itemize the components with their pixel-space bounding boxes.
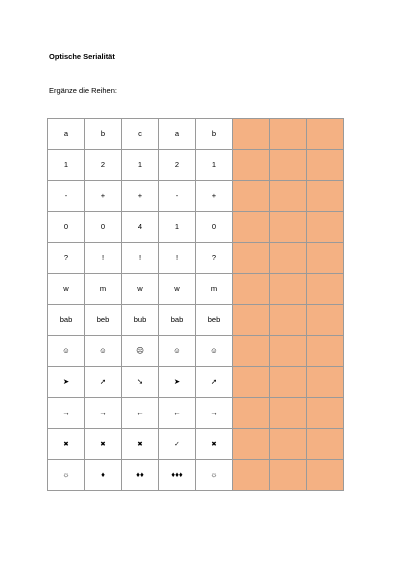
series-symbol: ➚	[99, 377, 107, 387]
series-symbol: ✓	[174, 440, 180, 448]
series-cell	[196, 305, 233, 336]
series-cell	[48, 429, 85, 460]
series-cell	[159, 398, 196, 429]
series-symbol: -	[64, 191, 68, 201]
series-symbol: 0	[100, 222, 106, 232]
series-symbol: beb	[96, 315, 110, 325]
answer-cell[interactable]	[233, 119, 270, 150]
series-symbol: 1	[63, 160, 69, 170]
series-symbol: b	[100, 129, 106, 139]
answer-cell[interactable]	[233, 243, 270, 274]
series-row	[48, 460, 344, 491]
series-symbol: ➤	[62, 377, 70, 387]
series-symbol: ☼	[62, 470, 70, 480]
series-symbol: 0	[63, 222, 69, 232]
answer-cell[interactable]	[270, 212, 307, 243]
series-row	[48, 119, 344, 150]
series-cell	[159, 181, 196, 212]
answer-cell[interactable]	[307, 367, 344, 398]
series-row	[48, 243, 344, 274]
series-symbol: 4	[137, 222, 143, 232]
series-cell	[85, 243, 122, 274]
series-symbol: ☺	[99, 346, 107, 356]
series-symbol: ☺	[62, 346, 70, 356]
series-cell	[48, 305, 85, 336]
series-symbol: 1	[211, 160, 217, 170]
series-cell	[159, 119, 196, 150]
series-symbol: a	[63, 129, 69, 139]
series-cell	[85, 305, 122, 336]
series-symbol: →	[62, 408, 70, 418]
series-symbol: ➘	[136, 377, 144, 387]
series-cell	[159, 460, 196, 491]
series-cell	[196, 243, 233, 274]
series-cell	[196, 212, 233, 243]
series-cell	[85, 429, 122, 460]
answer-cell[interactable]	[233, 150, 270, 181]
series-symbol: ←	[173, 408, 181, 418]
series-cell	[122, 212, 159, 243]
series-cell	[196, 336, 233, 367]
series-symbol: ?	[211, 253, 217, 263]
series-symbol: ☼	[210, 470, 218, 480]
answer-cell[interactable]	[307, 243, 344, 274]
series-cell	[85, 119, 122, 150]
series-symbol: !	[101, 253, 105, 263]
series-symbol: ☹	[136, 346, 144, 356]
series-symbol: ☺	[173, 346, 181, 356]
series-row	[48, 336, 344, 367]
answer-cell[interactable]	[233, 274, 270, 305]
series-cell	[122, 336, 159, 367]
series-cell	[48, 460, 85, 491]
series-symbol: bub	[133, 315, 147, 325]
series-symbol: ☺	[210, 346, 218, 356]
series-symbol: bab	[59, 315, 73, 325]
series-symbol: c	[138, 129, 142, 139]
answer-cell[interactable]	[233, 460, 270, 491]
series-symbol: ♦♦	[136, 470, 144, 480]
answer-cell[interactable]	[270, 181, 307, 212]
series-cell	[122, 243, 159, 274]
series-cell	[85, 212, 122, 243]
series-cell	[85, 150, 122, 181]
series-symbol: ✖	[100, 440, 106, 448]
series-cell	[196, 398, 233, 429]
series-cell	[122, 150, 159, 181]
series-symbol: ➤	[173, 377, 181, 387]
series-cell	[122, 181, 159, 212]
answer-cell[interactable]	[233, 429, 270, 460]
series-cell	[196, 460, 233, 491]
answer-cell[interactable]	[270, 460, 307, 491]
series-row	[48, 150, 344, 181]
answer-cell[interactable]	[307, 119, 344, 150]
series-symbol: +	[211, 191, 217, 201]
instruction-text: Ergänze die Reihen:	[49, 86, 117, 95]
answer-cell[interactable]	[270, 367, 307, 398]
series-symbol: ♦♦♦	[171, 470, 183, 480]
answer-cell[interactable]	[233, 336, 270, 367]
answer-cell[interactable]	[270, 243, 307, 274]
series-cell	[48, 243, 85, 274]
answer-cell[interactable]	[233, 367, 270, 398]
answer-cell[interactable]	[233, 181, 270, 212]
answer-cell[interactable]	[307, 274, 344, 305]
series-symbol: -	[175, 191, 179, 201]
answer-cell[interactable]	[307, 305, 344, 336]
series-row	[48, 398, 344, 429]
series-symbol: ✖	[211, 440, 217, 448]
series-symbol: ♦	[101, 470, 105, 480]
answer-cell[interactable]	[270, 398, 307, 429]
series-cell	[196, 150, 233, 181]
series-cell	[196, 119, 233, 150]
series-symbol: ✖	[63, 440, 69, 448]
series-symbol: !	[138, 253, 142, 263]
answer-cell[interactable]	[270, 336, 307, 367]
series-row	[48, 274, 344, 305]
answer-cell[interactable]	[307, 429, 344, 460]
answer-cell[interactable]	[307, 460, 344, 491]
series-cell	[48, 336, 85, 367]
series-cell	[85, 274, 122, 305]
answer-cell[interactable]	[233, 398, 270, 429]
series-symbol: ←	[136, 408, 144, 418]
series-cell	[85, 460, 122, 491]
series-symbol: 2	[100, 160, 106, 170]
answer-cell[interactable]	[307, 212, 344, 243]
series-cell	[122, 460, 159, 491]
series-cell	[159, 243, 196, 274]
series-symbol: 1	[174, 222, 180, 232]
series-symbol: b	[211, 129, 217, 139]
series-symbol: !	[175, 253, 179, 263]
answer-cell[interactable]	[307, 398, 344, 429]
series-symbol: →	[99, 408, 107, 418]
series-cell	[159, 150, 196, 181]
series-symbol: m	[99, 284, 107, 294]
series-symbol: 1	[137, 160, 143, 170]
series-cell	[85, 181, 122, 212]
series-cell	[159, 367, 196, 398]
series-cell	[48, 274, 85, 305]
series-cell	[159, 305, 196, 336]
series-cell	[196, 367, 233, 398]
series-symbol: 2	[174, 160, 180, 170]
answer-cell[interactable]	[270, 150, 307, 181]
series-cell	[122, 367, 159, 398]
answer-cell[interactable]	[270, 305, 307, 336]
answer-cell[interactable]	[307, 181, 344, 212]
series-cell	[48, 119, 85, 150]
series-symbol: beb	[207, 315, 221, 325]
series-cell	[85, 398, 122, 429]
series-symbol: w	[137, 284, 143, 294]
series-row	[48, 305, 344, 336]
series-cell	[159, 336, 196, 367]
series-cell	[122, 398, 159, 429]
series-row	[48, 212, 344, 243]
series-cell	[122, 305, 159, 336]
series-symbol: w	[63, 284, 69, 294]
series-cell	[159, 274, 196, 305]
series-symbol: →	[210, 408, 218, 418]
series-cell	[48, 398, 85, 429]
series-symbol: +	[100, 191, 106, 201]
series-cell	[196, 274, 233, 305]
series-symbol: ?	[63, 253, 69, 263]
series-table	[47, 118, 344, 491]
series-symbol: bab	[170, 315, 184, 325]
series-symbol: ➚	[210, 377, 218, 387]
series-cell	[122, 119, 159, 150]
answer-cell[interactable]	[270, 274, 307, 305]
series-cell	[85, 336, 122, 367]
series-cell	[196, 429, 233, 460]
series-cell	[122, 429, 159, 460]
series-row	[48, 181, 344, 212]
series-symbol: ✖	[137, 440, 143, 448]
series-symbol: +	[137, 191, 143, 201]
answer-cell[interactable]	[233, 212, 270, 243]
series-row	[48, 429, 344, 460]
series-cell	[85, 367, 122, 398]
series-cell	[159, 212, 196, 243]
answer-cell[interactable]	[270, 429, 307, 460]
series-cell	[48, 181, 85, 212]
series-cell	[48, 212, 85, 243]
series-cell	[48, 367, 85, 398]
series-cell	[122, 274, 159, 305]
answer-cell[interactable]	[270, 119, 307, 150]
series-cell	[196, 181, 233, 212]
answer-cell[interactable]	[233, 305, 270, 336]
series-symbol: 0	[211, 222, 217, 232]
answer-cell[interactable]	[307, 336, 344, 367]
series-symbol: w	[174, 284, 180, 294]
series-cell	[159, 429, 196, 460]
series-cell	[48, 150, 85, 181]
answer-cell[interactable]	[307, 150, 344, 181]
worksheet-title: Optische Serialität	[49, 52, 115, 61]
series-symbol: m	[210, 284, 218, 294]
series-row	[48, 367, 344, 398]
series-symbol: a	[174, 129, 180, 139]
